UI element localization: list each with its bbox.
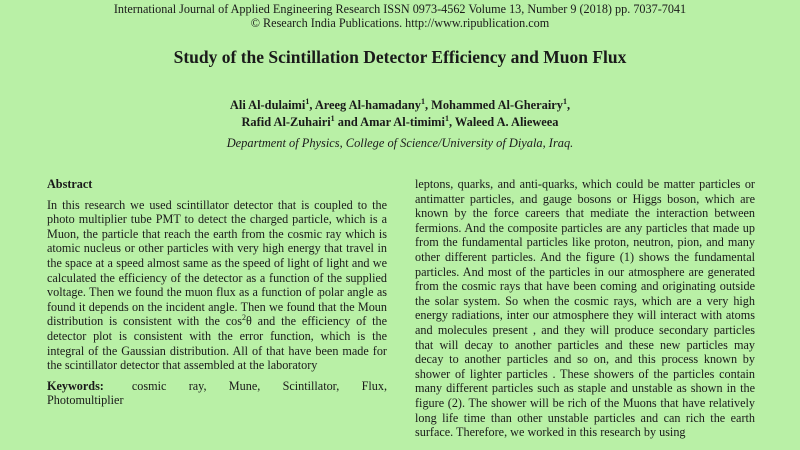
keywords-text: cosmic ray, Mune, Scintillator, Flux, Photomultiplier xyxy=(47,378,387,408)
author-name: Waleed A. Alieweea xyxy=(454,115,559,129)
journal-citation: International Journal of Applied Engineering Research ISSN 0973-4562 Volume 13, Number 9 (2018) pp. 7037-7041 xyxy=(113,2,687,16)
paper-title: Study of the Scintillation Detector Efficiency and Muon Flux xyxy=(173,47,627,67)
author-affiliation-mark: 1 xyxy=(330,113,335,123)
author-affiliation-mark: 1 xyxy=(444,113,449,123)
author-name: Ali Al-dulaimi xyxy=(229,98,306,112)
author-line-1: Ali Al-dulaimi$^1$, Areeg Al-hamadany$^1$, Mohammed Al-Gherairy$^1$, xyxy=(229,96,571,112)
author-name: Areeg Al-hamadany xyxy=(314,98,421,112)
author-list xyxy=(0,97,800,131)
abstract-text: In this research we used scintillator detector that is coupled to the photo multiplier tube PMT to detect the charged particle, which is a Muon, the particle that reach the earth from the cosmic ray which is atomic nucleus or other particles with very high energy that travel in the space at a speed almost same as the speed of light of light and we calculated the efficiency of the detector as a function of the supplied voltage. Then we found the muon flux as a function of polar angle as found it depends on the incident angle. Then we found that the Moun distribution is consistent with the $\cos^2\theta$ and the efficiency of the detector plot is consistent with the error function, which is the integral of the Gaussian distribution. All of that have been made for the scintillator detector that assembled at the laboratory xyxy=(47,197,387,373)
left-column xyxy=(47,177,387,408)
author-line-2: Rafid Al-Zuhairi$^1$ and Amar Al-timimi$^1$, Waleed A. Alieweea xyxy=(241,113,559,129)
affiliation: Department of Physics, College of Science/University of Diyala, Iraq. xyxy=(226,136,574,150)
keywords-label: Keywords: xyxy=(47,378,104,393)
superscript: 2 xyxy=(242,313,247,323)
author-name: Mohammed Al-Gherairy xyxy=(431,98,563,112)
keywords xyxy=(47,379,387,408)
author-affiliation-mark: 1 xyxy=(305,96,310,106)
author-name: Rafid Al-Zuhairi xyxy=(241,115,331,129)
right-column xyxy=(415,177,755,440)
abstract-heading: Abstract xyxy=(47,177,93,191)
journal-header xyxy=(0,2,800,30)
author-name: Amar Al-timimi xyxy=(360,115,445,129)
body-text: leptons, quarks, and anti-quarks, which could be matter particles or antimatter particles, and gauge bosons or Higgs boson, which are known by the force careers that mediate the interaction between fermions. And the composite particles are any particles that made up from the fundamental particles like proton, neutron, pion, and many other different particles. And the figure (1) shows the fundamental particles. And most of the particles in our atmosphere are generated from the cosmic rays that have been coming and originating outside the solar system. So when the cosmic rays, which are a very high energy radiations, inter our atmosphere they will interact with atoms and molecules present , and they will produce secondary particles that will decay to another particles and these new particles may decay to another particles and so on, and this process known by shower of lighter particles . These showers of the particles contain many different particles such as staple and unstable as shown in the figure (2). The shower will be rich of the Muons that have relatively long life time than other unstable particles and can rich the earth surface. Therefore, we worked in this research by using xyxy=(415,177,755,440)
publisher-line: © Research India Publications. http://www.ripublication.com xyxy=(250,16,550,30)
author-affiliation-mark: 1 xyxy=(420,96,425,106)
author-affiliation-mark: 1 xyxy=(562,96,567,106)
